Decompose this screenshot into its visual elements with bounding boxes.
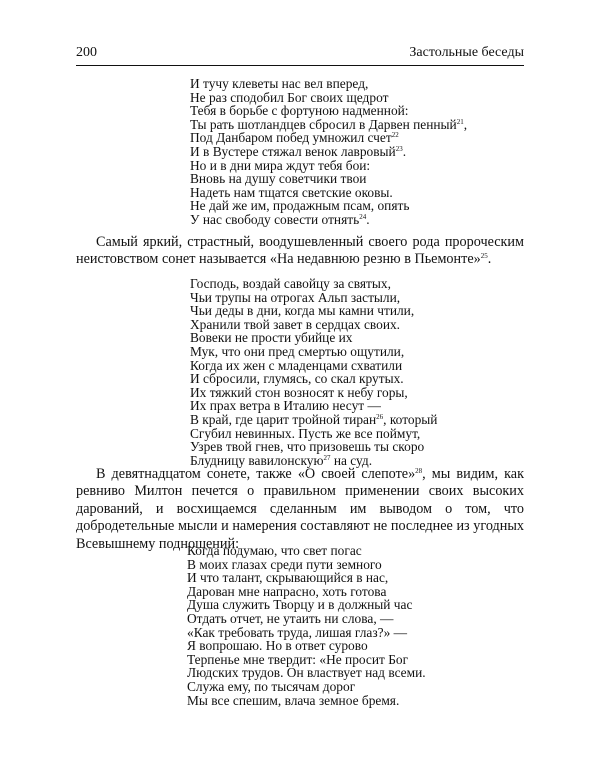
verse-line: И сбросили, глумясь, со скал крутых. xyxy=(190,371,404,387)
verse-line: Когда их жен с младенцами схватили xyxy=(190,357,403,373)
verse-line: Я вопрошаю. Но в ответ сурово xyxy=(187,638,368,654)
verse-line: Терпенье мне твердит: «Не просит Бог xyxy=(187,651,409,667)
verse-line: И что талант, скрывающийся в нас, xyxy=(187,570,389,586)
footnote-ref: 27 xyxy=(323,453,331,462)
verse-line: Мы все спешим, влача земное бремя. xyxy=(187,692,400,708)
verse-line: Узрев твой гнев, что призовешь ты скоро xyxy=(190,439,425,455)
verse-line: Не дай же им, продажным псам, опять xyxy=(190,198,410,214)
verse-line: Их тяжкий стон возносят к небу горы, xyxy=(190,384,408,400)
verse-line: Чьи деды в дни, когда мы камни чтили, xyxy=(190,303,415,319)
paragraph-blindness xyxy=(76,466,524,553)
sonnet-fragment-cromwell xyxy=(190,77,467,227)
sonnet-blindness xyxy=(187,544,426,707)
verse-line: Дарован мне напрасно, хоть готова xyxy=(187,583,387,599)
verse-line: Душа служить Творцу и в должный час xyxy=(187,597,413,613)
footnote-ref: 22 xyxy=(391,131,399,140)
paragraph-piedmont xyxy=(76,234,524,269)
footnote-ref: 23 xyxy=(395,144,403,153)
verse-line: В край, где царит тройной тиран$^{26}$, который xyxy=(190,411,438,427)
footnote-ref: 28 xyxy=(415,467,423,475)
verse-line: Их прах ветра в Италию несут — xyxy=(190,398,381,414)
verse-line: Чьи трупы на отрогах Альп застыли, xyxy=(190,289,401,305)
sonnet-piedmont xyxy=(190,277,437,467)
verse-line: Мук, что они пред смертью ощутили, xyxy=(190,343,405,359)
verse-line: «Как требовать труда, лишая глаз?» — xyxy=(187,624,408,640)
verse-line: Под Данбаром побед умножил счет$^{22}$ xyxy=(190,130,399,146)
verse-line: Вновь на душу советчики твои xyxy=(190,171,367,187)
verse-line: Надеть нам тщатся светские оковы. xyxy=(190,184,393,200)
verse-line: И в Вустере стяжал венок лавровый$^{23}$. xyxy=(190,143,407,159)
page-number: 200 xyxy=(76,45,97,60)
verse-line: В моих глазах среди пути земного xyxy=(187,556,382,572)
verse-line: Когда подумаю, что свет погас xyxy=(187,543,362,558)
verse-line: Ты рать шотландцев сбросил в Дарвен пенный$^{21}$, xyxy=(190,116,468,132)
verse-line: Но и в дни мира ждут тебя бои: xyxy=(190,157,371,173)
paragraph-text: В девятнадцатом сонете, также «О своей слепоте»$^{28}$, мы видим, как ревниво Милтон печется о правильном применении своих высоких дарований, и восхищаемся сделанным им выводом о том, что добродетельные мысли и намерения составляют не последнее из угодных Всевышнему подношений: xyxy=(76,466,524,552)
footnote-ref: 24 xyxy=(359,212,367,221)
verse-line: Не раз сподобил Бог своих щедрот xyxy=(190,89,389,105)
footnote-ref: 26 xyxy=(376,412,384,421)
paragraph-text: Самый яркий, страстный, воодушевленный своего рода пророческим неистовством сонет называется «На недавнюю резню в Пьемонте»$^{25}$. xyxy=(76,234,524,268)
verse-line: Отдать отчет, не утаить ни слова, — xyxy=(187,610,394,626)
footnote-ref: 25 xyxy=(480,252,488,261)
verse-line: И тучу клеветы нас вел вперед, xyxy=(190,76,369,91)
verse-line: Хранили твой завет в сердцах своих. xyxy=(190,316,401,332)
verse-line: Блудницу вавилонскую$^{27}$ на суд. xyxy=(190,452,373,468)
verse-line: У нас свободу совести отнять$^{24}$. xyxy=(190,211,370,227)
verse-line: Вовеки не прости убийце их xyxy=(190,330,353,346)
verse-line: Людских трудов. Он властвует над всеми. xyxy=(187,665,426,681)
running-title: Застольные беседы xyxy=(409,45,524,60)
verse-line: Служа ему, по тысячам дорог xyxy=(187,678,356,694)
verse-line: Сгубил невинных. Пусть же все поймут, xyxy=(190,425,421,441)
footnote-ref: 21 xyxy=(456,117,464,126)
verse-line: Господь, воздай савойцу за святых, xyxy=(190,276,391,291)
running-header xyxy=(76,43,524,66)
verse-line: Тебя в борьбе с фортуною надменной: xyxy=(190,103,409,119)
